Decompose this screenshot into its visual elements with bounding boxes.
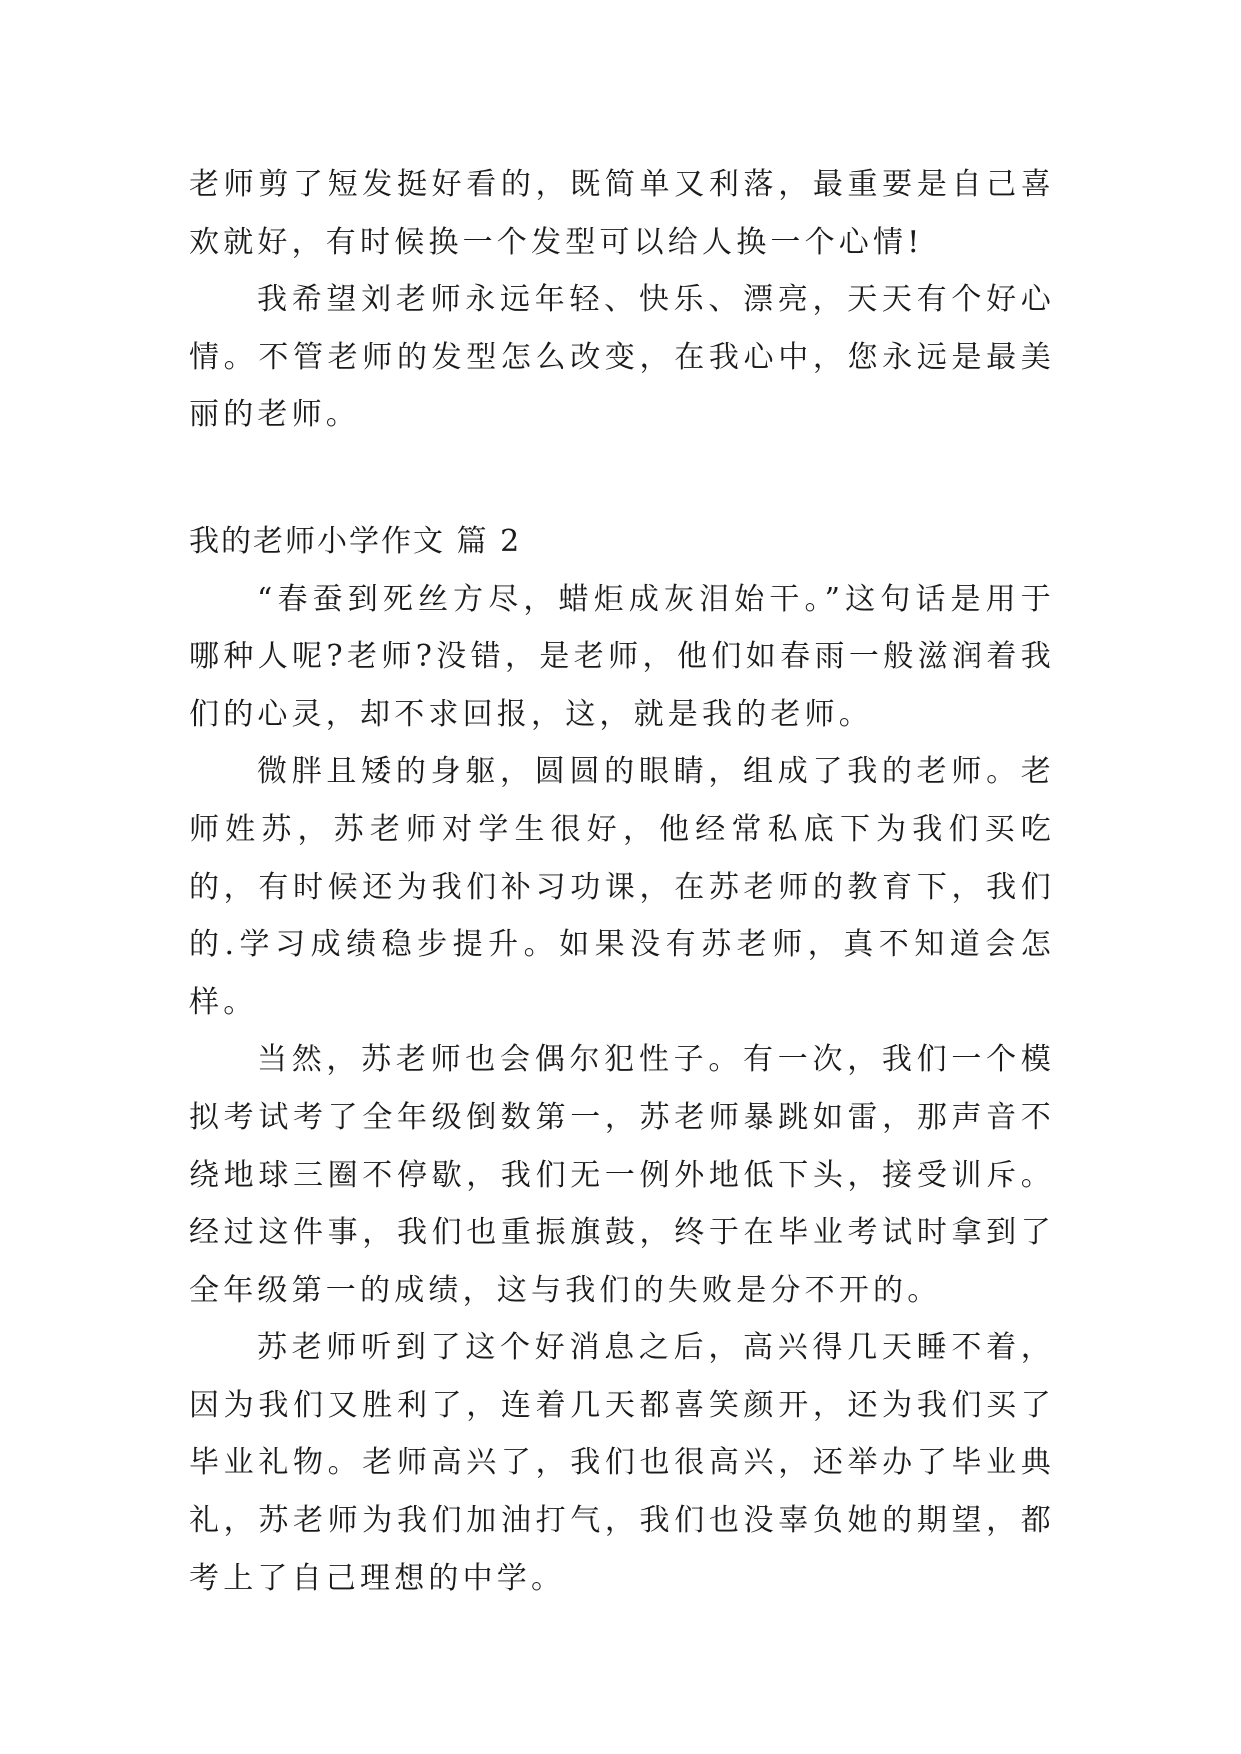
paragraph: “春蚕到死丝方尽，蜡炬成灰泪始干。”这句话是用于哪种人呢?老师?没错，是老师，他们如春雨一般滋润着我们的心灵，却不求回报，这，就是我的老师。 xyxy=(189,581,1055,732)
paragraph: 我希望刘老师永远年轻、快乐、漂亮，天天有个好心情。不管老师的发型怎么改变，在我心中，您永远是最美丽的老师。 xyxy=(189,282,1055,433)
paragraph: 当然，苏老师也会偶尔犯性子。有一次，我们一个模拟考试考了全年级倒数第一，苏老师暴跳如雷，那声音不绕地球三圈不停歇，我们无一例外地低下头，接受训斥。经过这件事，我们也重振旗鼓，终于在毕业考试时拿到了全年级第一的成绩，这与我们的失败是分不开的。 xyxy=(189,1042,1055,1308)
paragraph: 微胖且矮的身躯，圆圆的眼睛，组成了我的老师。老师姓苏，苏老师对学生很好，他经常私底下为我们买吃的，有时候还为我们补习功课，在苏老师的教育下，我们的.学习成绩稳步提升。如果没有苏老师，真不知道会怎样。 xyxy=(189,754,1055,1020)
paragraph: 苏老师听到了这个好消息之后，高兴得几天睡不着，因为我们又胜利了，连着几天都喜笑颜开，还为我们买了毕业礼物。老师高兴了，我们也很高兴，还举办了毕业典礼，苏老师为我们加油打气，我们也没辜负她的期望，都考上了自己理想的中学。 xyxy=(189,1330,1055,1596)
paragraph-continuation: 老师剪了短发挺好看的，既简单又利落，最重要是自己喜欢就好，有时候换一个发型可以给人换一个心情! xyxy=(189,167,1055,260)
section-title: 我的老师小学作文 篇 2 xyxy=(189,523,522,559)
document-page xyxy=(189,156,1055,1607)
